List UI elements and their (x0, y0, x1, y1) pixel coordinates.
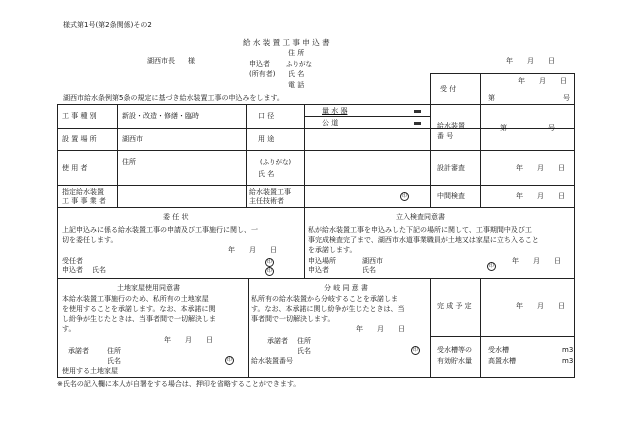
contractor-label-1: 指定給水装置 (62, 188, 104, 196)
branch-title: 分 岐 同 意 書 (324, 284, 368, 292)
branch-device-no-label: 給水装置番号 (251, 357, 293, 365)
elevated-tank-label: 高置水槽 (488, 357, 516, 365)
receipt-box-left (430, 73, 431, 105)
delegation-body-2: 切を委任します。 (62, 236, 118, 244)
branch-body-1: 私所有の給水装置から分岐することを承諾しま (251, 295, 398, 303)
storage-label-2: 有効貯水量 (437, 357, 472, 365)
meter-divider (304, 116, 430, 117)
main-road-label: 公 道 (322, 119, 339, 127)
inspection-place-value: 湖西市 (362, 257, 383, 265)
delegation-applicant-seal-icon: 印 (266, 268, 272, 274)
receiving-tank-unit: m3 (562, 346, 574, 354)
device-number-suffix: 号 (548, 124, 555, 132)
outer-left-border (57, 104, 58, 377)
receipt-box-divider (480, 73, 481, 105)
inspection-applicant-label: 申込者 (308, 266, 329, 274)
outer-right-border (574, 73, 575, 378)
footnote: ※氏名の記入欄に本人が自署をする場合は、押印を省略することができます。 (57, 380, 301, 388)
chief-seal-icon: 印 (401, 193, 407, 199)
device-number-prefix: 第 (500, 124, 507, 132)
contractor-label-2: 工 事 事 業 者 (62, 197, 106, 205)
branch-seal-icon: 印 (412, 347, 418, 353)
user-name-label: 氏 名 (258, 170, 275, 178)
branch-body-2: す。なお、本承諾に関し紛争が生じたときは、当 (251, 305, 405, 313)
meter-label: 量 水 器 (322, 107, 348, 115)
right-hline-1 (430, 150, 574, 151)
landowner-name-label: 氏名 (107, 357, 121, 365)
midterm-label: 中間検査 (437, 192, 465, 200)
branch-address-label: 住所 (297, 337, 311, 345)
addressee: 湖西市長 (147, 57, 175, 65)
receipt-box-top (430, 73, 574, 74)
landowner-address-label: 住所 (107, 347, 121, 355)
application-date: 年 月 日 (506, 57, 555, 65)
inspection-body-2: 事完成検査完了まで、湖西市水道事業職員が土地又は家屋に立ち入ること (308, 236, 539, 244)
main-vline-mid (246, 104, 247, 207)
delegation-title: 委 任 状 (163, 213, 189, 221)
chief-label-2: 主任技術者 (249, 197, 284, 205)
inspection-body-3: を承諾します。 (308, 246, 357, 254)
meter-mark (414, 110, 421, 113)
receipt-date: 年 月 日 (518, 77, 567, 85)
main-hline-2 (57, 150, 430, 151)
landowner-body-4: す。 (62, 325, 76, 333)
receipt-number-suffix: 号 (563, 94, 570, 102)
furigana-label: ふりがな (286, 60, 312, 68)
delegation-applicant-label: 申込者 (62, 266, 83, 274)
bottom-divider-1 (248, 278, 249, 377)
delegation-name-label: 氏名 (92, 266, 106, 274)
branch-consenter-label: 承諾者 (267, 337, 288, 345)
inspection-place-label: 申込場所 (308, 257, 336, 265)
form-number: 様式第1号(第2条関係)その2 (63, 21, 152, 29)
inspection-title: 立入検査同意書 (396, 213, 445, 221)
delegation-body-1: 上記申込みに係る給水装置工事の申請及び工事施行に関し、一 (62, 226, 258, 234)
landowner-body-2: を使用することを承諾します。なお、本承諾に関 (62, 305, 216, 313)
receipt-number-prefix: 第 (488, 94, 495, 102)
main-hline-1 (57, 128, 574, 129)
outer-bottom-border (57, 377, 574, 378)
landowner-seal-icon: 印 (226, 357, 232, 363)
site-label: 設 置 場 所 (62, 135, 97, 143)
design-review-date: 年 月 日 (516, 164, 565, 172)
bottom-divider-3 (480, 278, 481, 377)
landowner-date: 年 月 日 (164, 336, 213, 344)
branch-date: 年 月 日 (356, 325, 405, 333)
land-use-label: 使用する土地家屋 (62, 367, 118, 375)
branch-name-label: 氏名 (297, 347, 311, 355)
applicant-label: 申込者 (249, 60, 270, 68)
design-review-label: 設計審査 (437, 164, 465, 172)
completion-date: 年 月 日 (516, 302, 565, 310)
intro-text: 湖西市給水条例第5条の規定に基づき給水装置工事の申込みをします。 (63, 94, 284, 102)
main-vline-right-block (430, 104, 431, 207)
inspection-body-1: 私が給水装置工事を申込みした下記の場所に関して、工事期間中及び工 (308, 226, 532, 234)
inspection-name-label: 氏名 (362, 266, 376, 274)
landowner-body-3: し紛争が生じたときは、当事者間で一切解決しま (62, 315, 216, 323)
site-value[interactable]: 湖西市 (122, 135, 143, 143)
address-label: 住 所 (288, 49, 305, 57)
chief-label-1: 給水装置工事 (249, 188, 291, 196)
landowner-consenter-label: 承諾者 (68, 347, 89, 355)
addressee-honorific: 様 (188, 57, 195, 65)
main-hline-4 (57, 207, 574, 208)
landowner-body-1: 本給水装置工事施行のため、私所有の土地家屋 (62, 295, 209, 303)
outer-top-border (57, 104, 574, 105)
receiving-tank-label: 受水槽 (488, 346, 509, 354)
elevated-tank-unit: m3 (562, 357, 574, 365)
owner-label: (所有者) (249, 70, 276, 78)
user-address-label: 住所 (122, 158, 136, 166)
middle-bottom (57, 278, 574, 279)
work-type-value[interactable]: 新設・改造・修繕・臨時 (122, 112, 199, 120)
diameter-label: 口 径 (258, 112, 275, 120)
device-number-label-1: 給水装置 (437, 122, 465, 130)
name-label: 氏 名 (288, 70, 305, 78)
document-title: 給 水 装 置 工 事 申 込 書 (243, 38, 330, 47)
midterm-date: 年 月 日 (516, 192, 565, 200)
receipt-label: 受 付 (440, 85, 457, 93)
user-label: 使 用 者 (62, 164, 88, 172)
branch-body-3: 事者間で一切解決します。 (251, 315, 335, 323)
delegate-seal-icon: 印 (266, 259, 272, 265)
inspection-date: 年 月 日 (512, 257, 561, 265)
landowner-title: 土地家屋使用同意書 (117, 284, 180, 292)
main-vline-mid2 (304, 104, 305, 207)
inspection-seal-icon: 印 (488, 263, 494, 269)
main-road-mark (414, 122, 421, 125)
phone-label: 電 話 (288, 81, 305, 89)
work-type-label: 工 事 種 別 (62, 112, 97, 120)
main-hline-3 (57, 185, 574, 186)
delegation-date: 年 月 日 (228, 246, 277, 254)
user-furigana-label: (ふりがな) (260, 158, 292, 166)
bottom-divider-2 (430, 278, 431, 377)
storage-label-1: 受水槽等の (437, 346, 472, 354)
usage-label: 用 途 (258, 135, 275, 143)
right-block-label-divider (480, 104, 481, 207)
delegate-label: 受任者 (62, 257, 83, 265)
completion-label: 完 成 予 定 (437, 302, 472, 310)
bottom-right-hline (430, 336, 574, 337)
device-number-label-2: 番 号 (437, 132, 454, 140)
middle-divider (304, 207, 305, 278)
main-vline-label (117, 104, 118, 207)
